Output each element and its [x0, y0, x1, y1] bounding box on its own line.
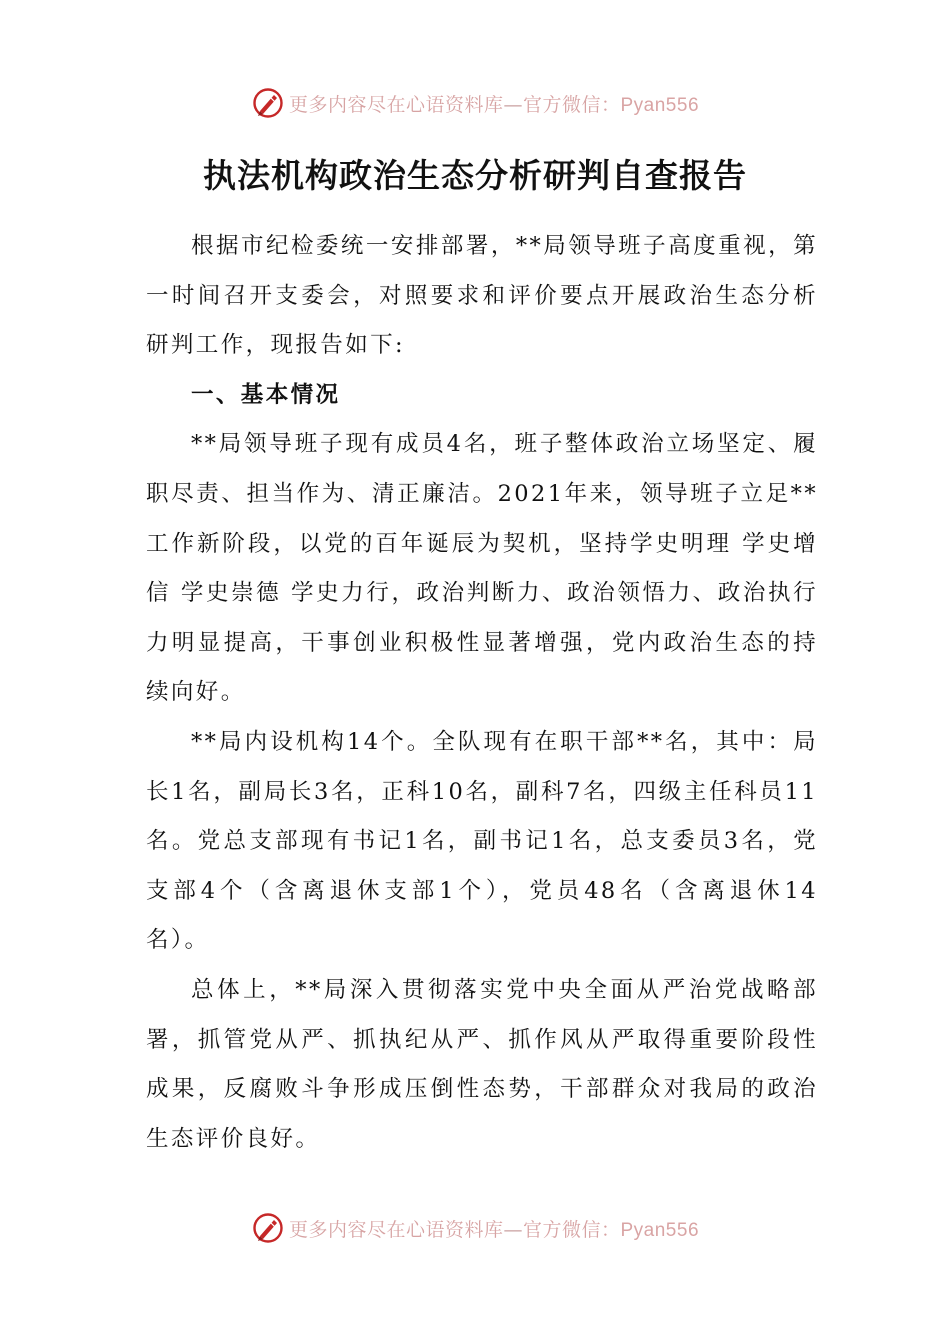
paragraph-organization: **局内设机构14个。全队现有在职干部**名，其中：局长1名，副局长3名，正科10名，副科7名，四级主任科员11名。党总支部现有书记1名，副书记1名，总支委员3名，党支部4个（含离退休支部1个），党员48名（含离退休14名）。 [146, 728, 818, 954]
header-watermark [0, 86, 950, 120]
footer-watermark [0, 1211, 950, 1245]
document-title: 执法机构政治生态分析研判自查报告 [203, 156, 747, 195]
pen-circle-logo-icon [251, 1211, 285, 1245]
section-heading-basic-situation: 一、基本情况 [191, 381, 341, 408]
watermark-id: Pyan556 [620, 1219, 700, 1241]
watermark-id: Pyan556 [620, 94, 700, 116]
watermark-suffix: 官方微信： [522, 93, 621, 116]
watermark-text [289, 1215, 699, 1242]
watermark-main: 更多内容尽在心语资料库 [288, 1218, 504, 1241]
watermark-text [289, 90, 699, 117]
watermark-separator: — [503, 1218, 523, 1241]
paragraph-leadership: **局领导班子现有成员4名，班子整体政治立场坚定、履职尽责、担当作为、清正廉洁。2021年来，领导班子立足**工作新阶段，以党的百年诞辰为契机，坚持学史明理 学史增信 学史崇德 学史力行，政治判断力、政治领悟力、政治执行力明显提高，干事创业积极性显著增强，党内政治生态的持续向好。 [146, 431, 818, 706]
paragraph-summary: 总体上，**局深入贯彻落实党中央全面从严治党战略部署，抓管党从严、抓执纪从严、抓作风从严取得重要阶段性成果，反腐败斗争形成压倒性态势，干部群众对我局的政治生态评价良好。 [146, 976, 818, 1152]
watermark-separator: — [503, 93, 523, 116]
watermark-main: 更多内容尽在心语资料库 [288, 93, 504, 116]
watermark-suffix: 官方微信： [522, 1218, 621, 1241]
document-body [146, 222, 818, 1164]
intro-paragraph: 根据市纪检委统一安排部署，**局领导班子高度重视，第一时间召开支委会，对照要求和评价要点开展政治生态分析研判工作，现报告如下: [146, 233, 818, 359]
pen-circle-logo-icon [251, 86, 285, 120]
